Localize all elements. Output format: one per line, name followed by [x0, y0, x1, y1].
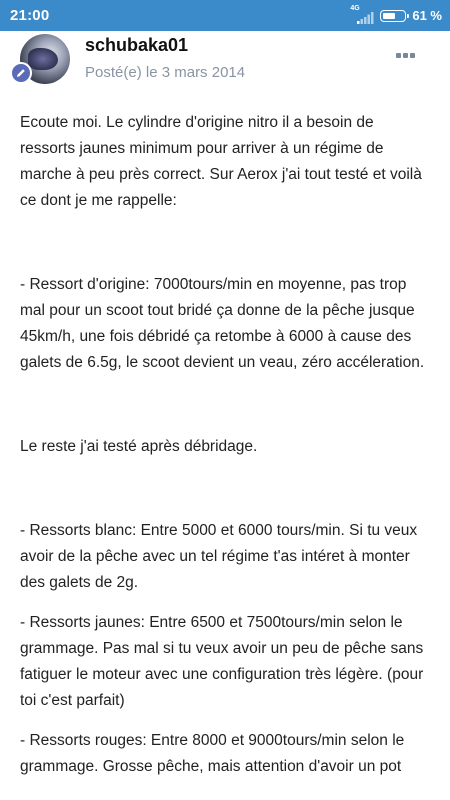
status-bar: [0, 0, 450, 31]
battery-icon: [380, 10, 406, 22]
status-indicators: [350, 4, 442, 24]
date-value[interactable]: le 3 mars 2014: [145, 64, 246, 81]
pencil-badge-icon: [10, 62, 32, 84]
post-paragraph: - Ressorts jaunes: Entre 6500 et 7500tours/min selon le grammage. Pas mal si tu veux avoir un peu de pêche sans fatiguer le moteur avec une configuration très légère. (pour toi c'est parfait): [20, 614, 424, 709]
post-paragraph: Ecoute moi. Le cylindre d'origine nitro il a besoin de ressorts jaunes minimum pour arriver à un régime de marche à peu près correct. Sur Aerox j'ai tout testé et voilà ce dont je me rappelle:: [20, 114, 422, 209]
battery-fill: [383, 13, 395, 19]
more-options-icon[interactable]: [396, 53, 415, 58]
signal-icon: [350, 4, 374, 24]
post-content: [20, 110, 430, 794]
network-type: 4G: [350, 4, 360, 12]
battery-percent: 61 %: [412, 8, 442, 23]
status-time: 21:00: [10, 7, 50, 24]
posted-label: Posté(e): [85, 64, 142, 81]
post-author[interactable]: schubaka01: [85, 35, 189, 55]
post-paragraph: - Ressorts rouges: Entre 8000 et 9000tours/min selon le grammage. Grosse pêche, mais attention d'avoir un pot: [20, 732, 405, 775]
post-paragraph: Le reste j'ai testé après débridage.: [20, 438, 258, 455]
post-paragraph: - Ressorts blanc: Entre 5000 et 6000 tours/min. Si tu veux avoir de la pêche avec un tel régime t'as intéret à monter des galets de 2g.: [20, 522, 418, 591]
post-header: [0, 31, 450, 101]
post-date: [85, 64, 245, 81]
post-paragraph: - Ressort d'origine: 7000tours/min en moyenne, pas trop mal pour un scoot tout bridé ça donne de la pêche jusque 45km/h, une fois débridé ça retombe à 6000 à cause des galets de 6.5g, le scoot devient un veau, zéro accéleration.: [20, 276, 425, 371]
